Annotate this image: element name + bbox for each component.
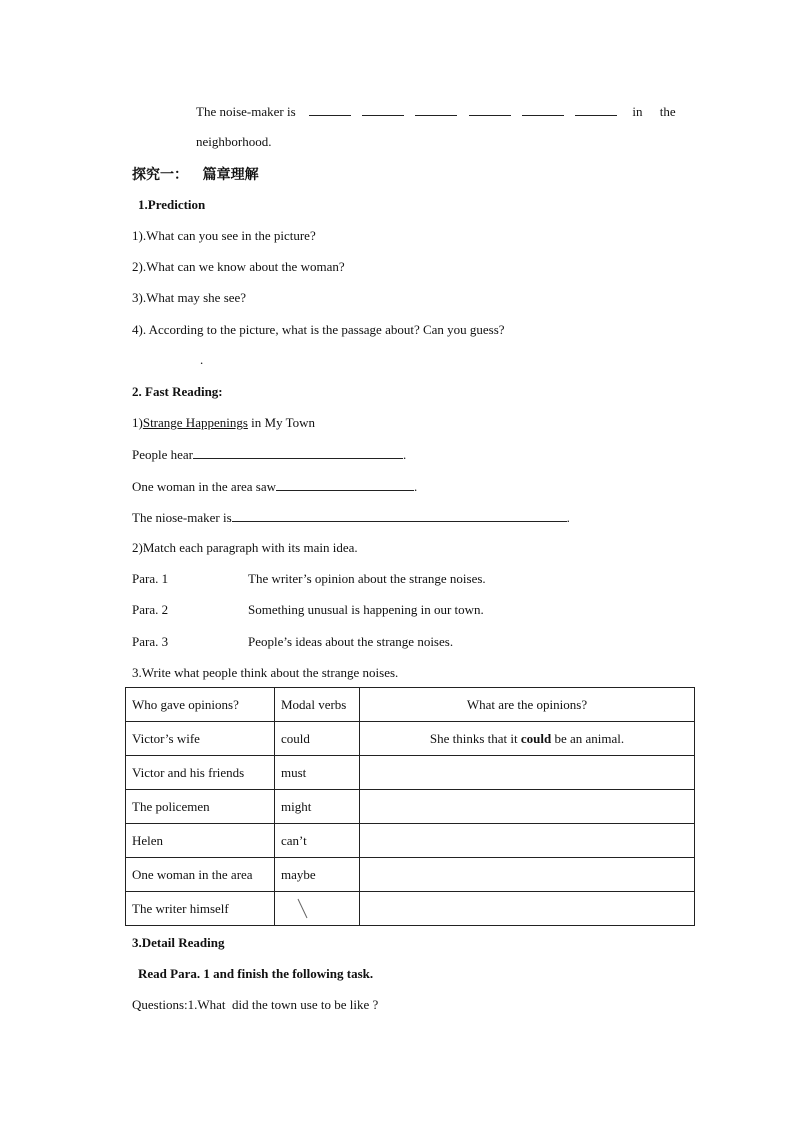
table-row [126, 756, 695, 790]
cell-opinion-empty[interactable] [360, 824, 695, 858]
section-heading: 探究一： 篇章理解 [132, 167, 259, 183]
people-hear-label: People hear [132, 447, 194, 462]
table-row [126, 790, 695, 824]
table-row [126, 722, 695, 756]
table-header-row [126, 688, 695, 722]
period-3: . [566, 510, 570, 525]
cell-modal: might [275, 790, 360, 824]
para-label-1: Para. 1 [132, 571, 169, 586]
write-instruction: 3.Write what people think about the strange noises. [132, 665, 399, 680]
prediction-title: 1.Prediction [138, 197, 206, 212]
item1-prefix: 1) [132, 415, 143, 430]
intro-line [196, 103, 676, 120]
cell-who: Victor’s wife [126, 722, 275, 756]
header-modal: Modal verbs [275, 688, 360, 722]
noise-maker-label: The niose-maker is [132, 510, 232, 525]
cell-who: Helen [126, 824, 275, 858]
table-row [126, 892, 695, 926]
match-instruction: 2)Match each paragraph with its main idea. [132, 540, 358, 555]
people-hear-line [132, 446, 406, 463]
opinions-table [125, 687, 695, 926]
cell-who: One woman in the area [126, 858, 275, 892]
cell-opinion-empty[interactable] [360, 892, 695, 926]
woman-saw-blank[interactable] [276, 478, 414, 491]
woman-saw-line [132, 478, 417, 495]
cell-modal: can’t [275, 824, 360, 858]
cell-who: The writer himself [126, 892, 275, 926]
opinion-bold: could [520, 730, 552, 746]
table-row [126, 858, 695, 892]
noise-maker-blank[interactable] [232, 509, 567, 522]
prediction-q1: 1).What can you see in the picture? [132, 228, 316, 243]
para-label-3: Para. 3 [132, 634, 169, 649]
para-idea-3: People’s ideas about the strange noises. [248, 634, 454, 649]
cell-who: The policemen [126, 790, 275, 824]
woman-saw-label: One woman in the area saw [132, 479, 277, 494]
item1-underlined-title: Strange Happenings [142, 415, 248, 430]
cell-modal-slash [275, 892, 360, 926]
fast-reading-item1 [132, 415, 315, 431]
intro-text-start: The noise-maker is [196, 104, 296, 119]
cell-who: Victor and his friends [126, 756, 275, 790]
intro-text-in: in [632, 104, 643, 119]
blank-6[interactable] [575, 103, 617, 116]
period-1: . [403, 447, 407, 462]
para-label-2: Para. 2 [132, 602, 169, 617]
people-hear-blank[interactable] [193, 446, 403, 459]
cell-modal: could [275, 722, 360, 756]
cell-opinion [360, 722, 695, 756]
detail-reading-question: Questions:1.What did the town use to be like ? [132, 997, 379, 1012]
prediction-q3: 3).What may she see? [132, 290, 247, 305]
blank-5[interactable] [522, 103, 564, 116]
stray-dot: . [200, 352, 204, 367]
prediction-q4: 4). According to the picture, what is the passage about? Can you guess? [132, 322, 505, 337]
detail-reading-task: Read Para. 1 and finish the following task. [138, 966, 374, 981]
blank-2[interactable] [362, 103, 404, 116]
cell-modal: maybe [275, 858, 360, 892]
blank-3[interactable] [415, 103, 457, 116]
detail-reading-title: 3.Detail Reading [132, 935, 225, 950]
cell-opinion-empty[interactable] [360, 790, 695, 824]
item1-suffix: in My Town [247, 415, 316, 430]
noise-maker-line [132, 509, 570, 526]
opinion-pre: She thinks that it [429, 730, 521, 746]
period-2: . [414, 479, 418, 494]
diagonal-slash-mark [275, 892, 359, 925]
intro-text-the: the [659, 104, 676, 119]
header-opinions: What are the opinions? [360, 688, 695, 722]
blank-1[interactable] [309, 103, 351, 116]
cell-modal: must [275, 756, 360, 790]
prediction-q2: 2).What can we know about the woman? [132, 259, 345, 274]
fast-reading-title: 2. Fast Reading: [132, 384, 223, 399]
table-row [126, 824, 695, 858]
opinion-post: be an animal. [551, 730, 625, 746]
para-idea-2: Something unusual is happening in our town. [248, 602, 484, 617]
cell-opinion-empty[interactable] [360, 858, 695, 892]
cell-opinion-empty[interactable] [360, 756, 695, 790]
intro-line-2: neighborhood. [196, 134, 272, 149]
para-idea-1: The writer’s opinion about the strange noises. [248, 571, 486, 586]
header-who: Who gave opinions? [126, 688, 275, 722]
blank-4[interactable] [469, 103, 511, 116]
